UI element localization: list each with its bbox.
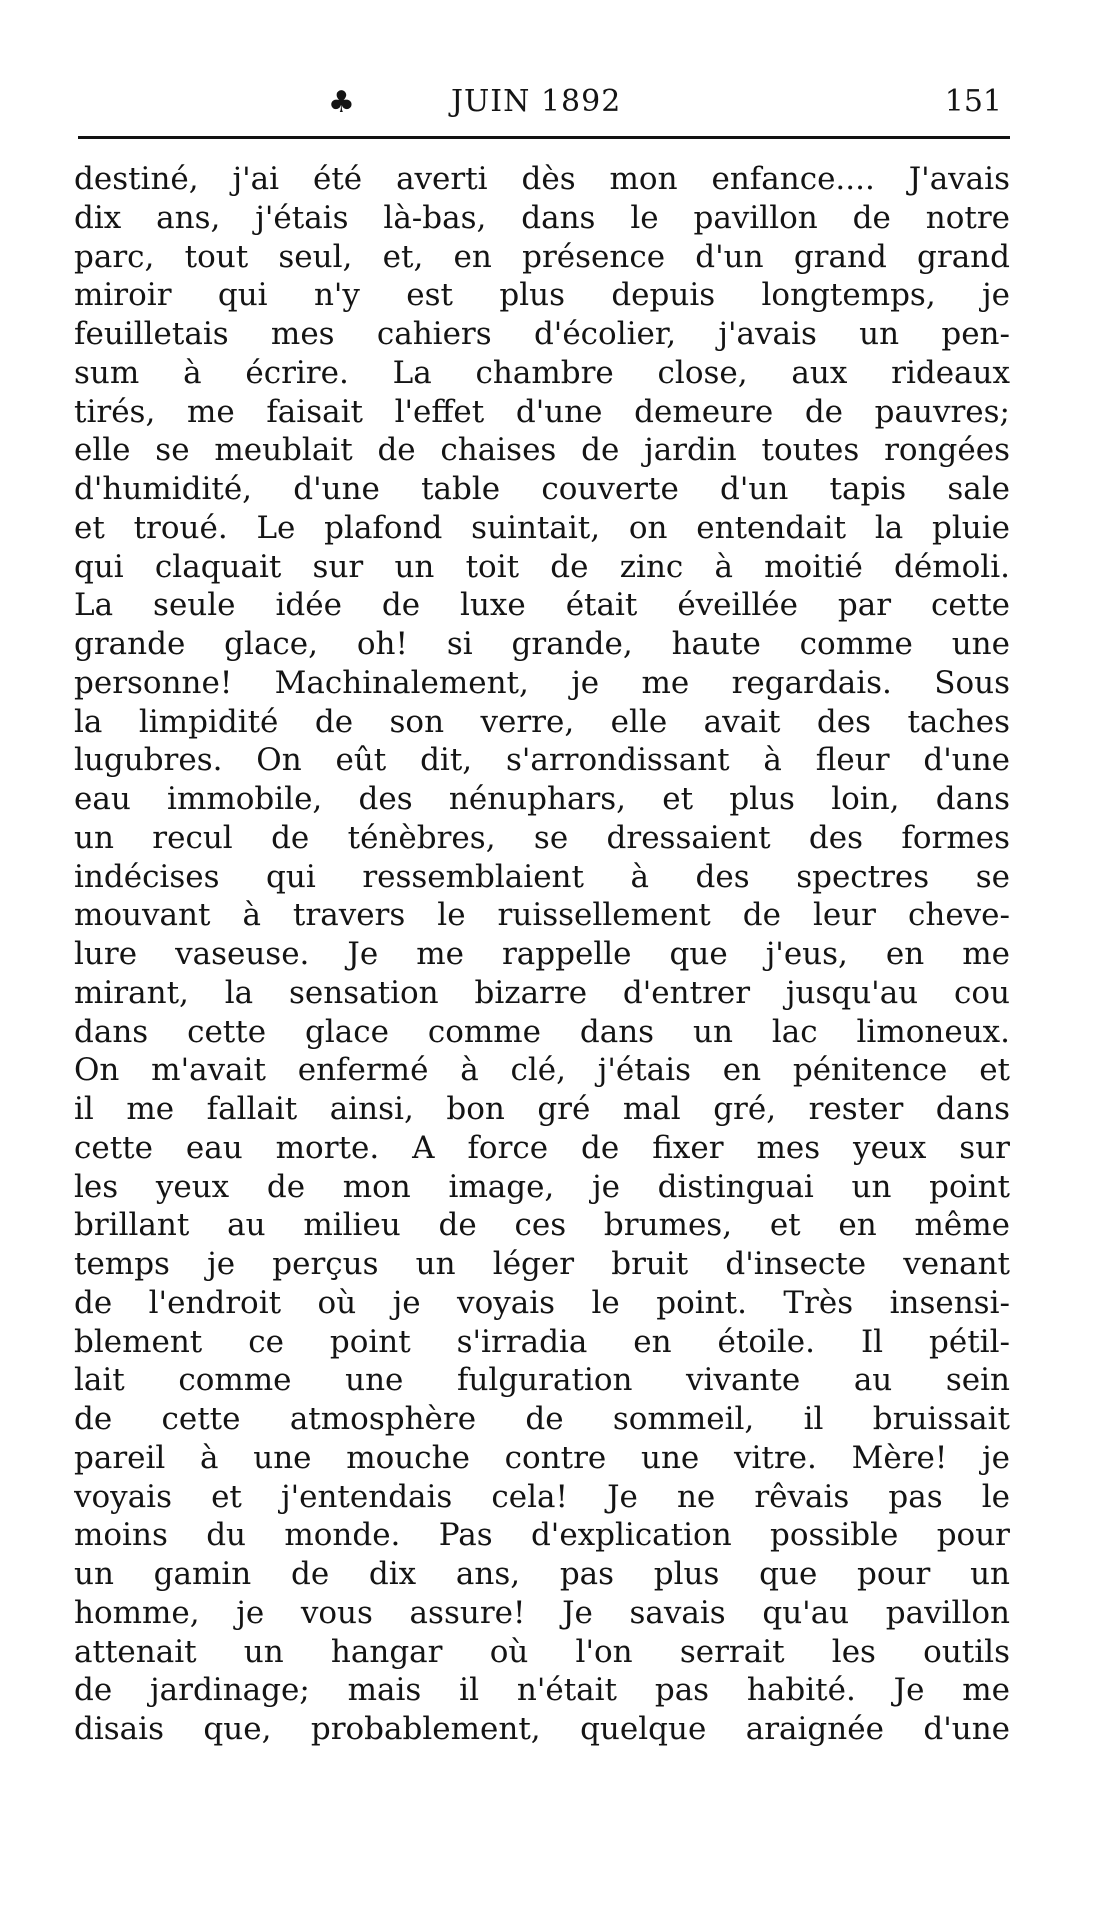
text-line: moins du monde. Pas d'explication possible pour <box>74 1517 1010 1554</box>
text-line: lure vaseuse. Je me rappelle que j'eus, en me <box>74 936 1010 972</box>
text-line: mouvant à travers le ruissellement de leur cheve- <box>74 897 1010 934</box>
text-line: de cette atmosphère de sommeil, il bruissait <box>74 1401 1010 1437</box>
body-text <box>74 160 1010 1749</box>
header-ornament: ♣ <box>328 85 355 120</box>
text-line: de jardinage; mais il n'était pas habité. Je me <box>74 1672 1010 1709</box>
text-line: d'humidité, d'une table couverte d'un tapis sale <box>74 471 1010 507</box>
text-line: un recul de ténèbres, se dressaient des formes <box>74 819 1010 856</box>
text-line: sum à écrire. La chambre close, aux rideaux <box>74 354 1010 391</box>
running-title: JUIN 1892 <box>451 84 622 119</box>
text-line: tirés, me faisait l'effet d'une demeure de pauvres; <box>74 393 1010 430</box>
text-line: brillant au milieu de ces brumes, et en même <box>74 1207 1010 1244</box>
text-line: elle se meublait de chaises de jardin toutes rongées <box>74 432 1010 469</box>
text-line: eau immobile, des nénuphars, et plus loin, dans <box>74 781 1010 817</box>
text-line: voyais et j'entendais cela! Je ne rêvais pas le <box>74 1478 1010 1515</box>
text-line: qui claquait sur un toit de zinc à moitié démoli. <box>74 548 1010 585</box>
text-line: personne! Machinalement, je me regardais. Sous <box>74 664 1010 701</box>
text-line: On m'avait enfermé à clé, j'étais en pénitence et <box>74 1052 1010 1089</box>
text-line: dix ans, j'étais là-bas, dans le pavillon de notre <box>74 199 1010 236</box>
header-rule <box>78 136 1010 139</box>
text-line: lait comme une fulguration vivante au sein <box>74 1362 1010 1399</box>
page-header <box>78 78 1008 128</box>
text-line: cette eau morte. A force de fixer mes yeux sur <box>74 1129 1010 1166</box>
page-number: 151 <box>944 84 1002 119</box>
text-line: dans cette glace comme dans un lac limoneux. <box>74 1013 1010 1050</box>
text-line: attenait un hangar où l'on serrait les outils <box>74 1633 1010 1670</box>
text-line: de l'endroit où je voyais le point. Très insensi- <box>74 1284 1010 1321</box>
text-line: destiné, j'ai été averti dès mon enfance.... J'avais <box>74 161 1010 197</box>
text-line: lugubres. On eût dit, s'arrondissant à fleur d'une <box>74 742 1010 779</box>
text-line: blement ce point s'irradia en étoile. Il pétil- <box>74 1323 1010 1360</box>
text-line: les yeux de mon image, je distinguai un point <box>74 1168 1010 1205</box>
text-line: grande glace, oh! si grande, haute comme une <box>74 626 1010 662</box>
text-line: et troué. Le plafond suintait, on entendait la pluie <box>74 509 1010 546</box>
text-line: la limpidité de son verre, elle avait des taches <box>74 703 1010 740</box>
text-line: un gamin de dix ans, pas plus que pour un <box>74 1556 1010 1592</box>
text-line: homme, je vous assure! Je savais qu'au pavillon <box>74 1594 1010 1631</box>
text-line: indécises qui ressemblaient à des spectres se <box>74 858 1010 895</box>
text-line: disais que, probablement, quelque araignée d'une <box>74 1711 1010 1747</box>
text-line: feuilletais mes cahiers d'écolier, j'avais un pen- <box>74 316 1010 352</box>
text-line: parc, tout seul, et, en présence d'un grand grand <box>74 238 1010 275</box>
text-line: temps je perçus un léger bruit d'insecte venant <box>74 1246 1010 1282</box>
text-line: pareil à une mouche contre une vitre. Mère! je <box>74 1439 1010 1476</box>
text-line: La seule idée de luxe était éveillée par cette <box>74 587 1010 624</box>
text-line: miroir qui n'y est plus depuis longtemps, je <box>74 277 1010 314</box>
text-line: mirant, la sensation bizarre d'entrer jusqu'au cou <box>74 974 1010 1011</box>
text-line: il me fallait ainsi, bon gré mal gré, rester dans <box>74 1091 1010 1127</box>
